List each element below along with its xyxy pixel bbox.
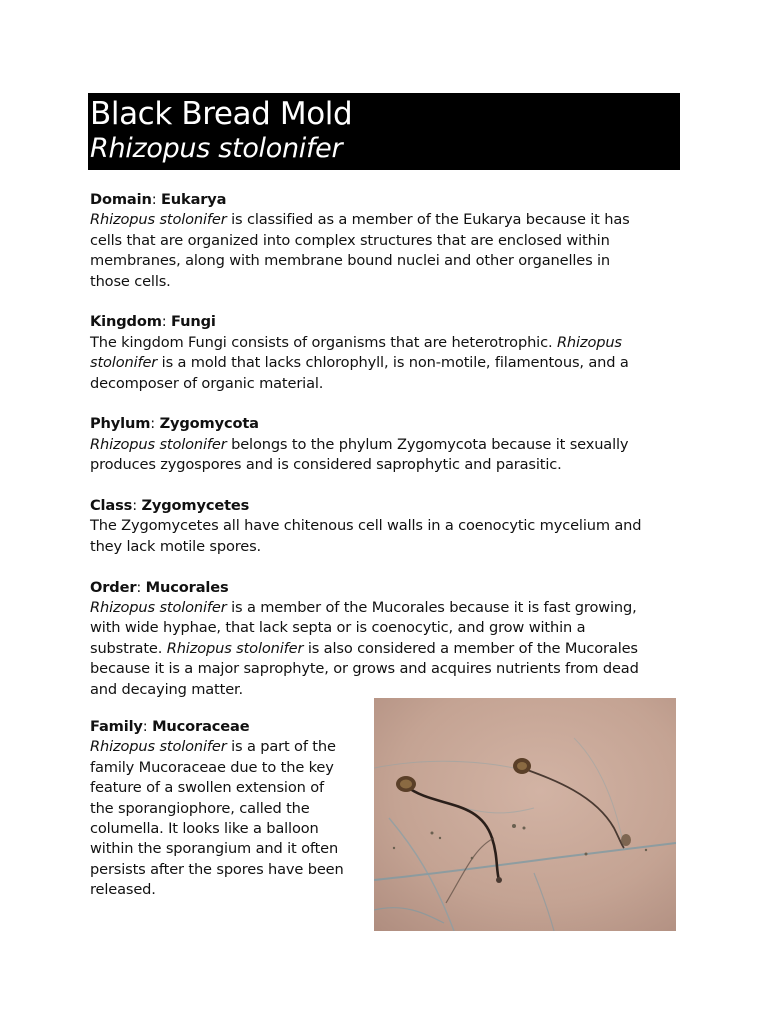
rank-label: Class xyxy=(90,497,133,515)
rank-label: Family xyxy=(90,718,143,735)
body-line xyxy=(90,251,680,271)
class-section xyxy=(90,496,680,557)
section-heading: Class: Zygomycetes xyxy=(90,497,250,515)
section-heading: Domain: Eukarya xyxy=(90,191,227,208)
body-line xyxy=(90,778,365,798)
text-run: is a part of the xyxy=(226,738,336,756)
section-heading: Phylum: Zygomycota xyxy=(90,415,259,433)
text-run: columella. It looks like a balloon xyxy=(90,820,319,838)
text-run: with wide hyphae, that lack septa or is coenocytic, and grow within a xyxy=(90,619,586,637)
rank-value: Mucorales xyxy=(145,578,229,596)
domain-section xyxy=(90,190,680,292)
body-line xyxy=(90,272,680,292)
rank-label: Phylum xyxy=(90,415,151,433)
body-line xyxy=(90,598,680,618)
text-run: The kingdom Fungi consists of organisms that are heterotrophic. xyxy=(90,333,557,351)
species-name: stolonifer xyxy=(90,354,158,372)
text-run: cells that are organized into complex structures that are enclosed within xyxy=(90,231,610,249)
order-section xyxy=(90,578,680,700)
text-run: The Zygomycetes all have chitenous cell walls in a coenocytic mycelium and xyxy=(90,517,642,535)
rank-label: Domain xyxy=(90,191,152,208)
species-name: Rhizopus stolonifer xyxy=(166,639,304,657)
section-heading: Kingdom: Fungi xyxy=(90,313,216,331)
family-section xyxy=(90,717,365,901)
text-run: substrate. xyxy=(90,639,167,657)
body-line xyxy=(90,880,365,900)
body-line xyxy=(90,839,365,859)
rank-label: Order xyxy=(90,578,137,596)
kingdom-section xyxy=(90,312,680,394)
page-subtitle: Rhizopus stolonifer xyxy=(90,133,343,164)
text-run: is also considered a member of the Mucorales xyxy=(303,639,638,657)
text-run: feature of a swollen extension of xyxy=(90,779,324,797)
body-line xyxy=(90,618,680,638)
body-line xyxy=(90,516,680,536)
rank-value: Fungi xyxy=(171,313,216,331)
body-line xyxy=(90,737,365,757)
classification-content xyxy=(90,190,680,720)
text-run: they lack motile spores. xyxy=(90,537,262,555)
species-name: Rhizopus stolonifer xyxy=(90,435,227,453)
species-name: Rhizopus stolonifer xyxy=(90,599,227,617)
text-run: and decaying matter. xyxy=(90,680,244,698)
species-name: Rhizopus xyxy=(556,333,622,351)
text-run: is classified as a member of the Eukarya because it has xyxy=(226,211,630,229)
text-run: family Mucoraceae due to the key xyxy=(90,758,334,776)
body-line xyxy=(90,799,365,819)
text-run: released. xyxy=(90,881,156,899)
text-run: because it is a major saprophyte, or grows and acquires nutrients from dead xyxy=(90,660,639,678)
body-line xyxy=(90,659,680,679)
section-heading: Family: Mucoraceae xyxy=(90,718,250,735)
rank-value: Eukarya xyxy=(160,191,227,208)
title-banner xyxy=(88,93,680,170)
body-line xyxy=(90,435,680,455)
rank-value: Mucoraceae xyxy=(152,718,250,735)
rank-value: Zygomycetes xyxy=(141,497,250,515)
body-line xyxy=(90,860,365,880)
body-line xyxy=(90,455,680,475)
text-run: persists after the spores have been xyxy=(90,860,344,878)
body-line xyxy=(90,333,680,353)
text-run: within the sporangium and it often xyxy=(90,840,339,858)
body-line xyxy=(90,353,680,373)
phylum-section xyxy=(90,414,680,475)
body-line xyxy=(90,819,365,839)
text-run: the sporangiophore, called the xyxy=(90,799,310,817)
body-line xyxy=(90,210,680,230)
text-run: those cells. xyxy=(90,272,171,290)
text-run: membranes, along with membrane bound nuclei and other organelles in xyxy=(90,252,611,270)
micrograph-image xyxy=(374,698,676,931)
text-run: belongs to the phylum Zygomycota because it sexually xyxy=(226,435,629,453)
body-line xyxy=(90,639,680,659)
page-title: Black Bread Mold xyxy=(90,96,353,132)
species-name: Rhizopus stolonifer xyxy=(90,738,227,756)
body-line xyxy=(90,758,365,778)
body-line xyxy=(90,374,680,394)
section-heading: Order: Mucorales xyxy=(90,578,229,596)
rank-value: Zygomycota xyxy=(159,415,259,433)
rank-label: Kingdom xyxy=(90,313,162,331)
body-line xyxy=(90,537,680,557)
text-run: is a mold that lacks chlorophyll, is non-motile, filamentous, and a xyxy=(157,354,629,372)
species-name: Rhizopus stolonifer xyxy=(90,211,227,229)
family-section xyxy=(90,717,365,901)
text-run: is a member of the Mucorales because it is fast growing, xyxy=(226,599,637,617)
text-run: produces zygospores and is considered saprophytic and parasitic. xyxy=(90,456,562,474)
body-line xyxy=(90,231,680,251)
text-run: decomposer of organic material. xyxy=(90,374,324,392)
